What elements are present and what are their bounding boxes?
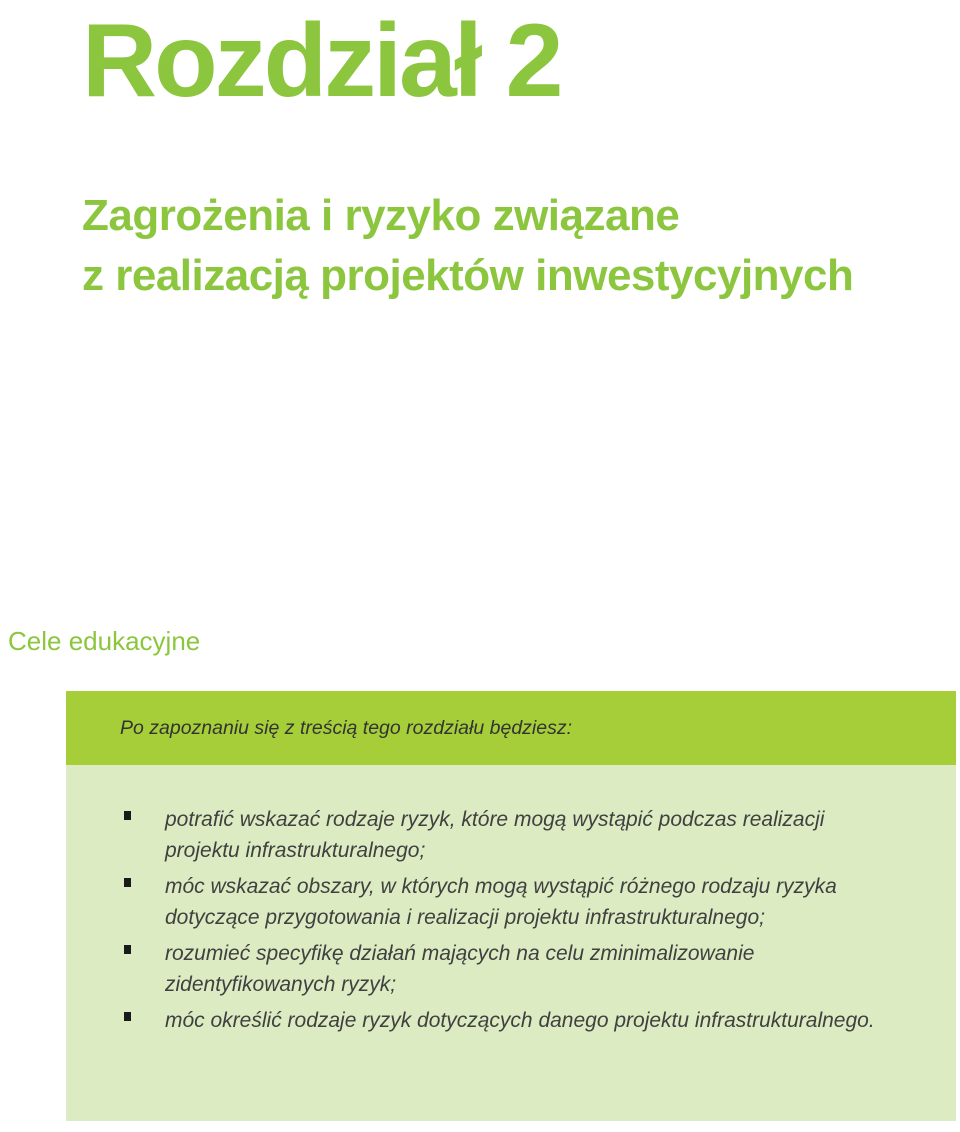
list-item-text: potrafić wskazać rodzaje ryzyk, które mogą wystąpić podczas realizacji projektu infrastrukturalnego; (165, 808, 825, 862)
chapter-subtitle (82, 186, 853, 306)
section-label: Cele edukacyjne (8, 626, 201, 656)
square-bullet-icon (124, 1012, 131, 1021)
square-bullet-icon (124, 945, 131, 954)
list-item (66, 872, 956, 933)
list-item-text: rozumieć specyfikę działań mających na celu zminimalizowanie zidentyfikowanych ryzyk; (165, 942, 755, 996)
square-bullet-icon (124, 811, 131, 820)
learning-goals-list (66, 805, 956, 1043)
list-item (66, 939, 956, 1000)
list-item (66, 1006, 956, 1037)
square-bullet-icon (124, 878, 131, 887)
chapter-title: Rozdział 2 (82, 3, 561, 119)
list-item (66, 805, 956, 866)
list-item-text: móc określić rodzaje ryzyk dotyczących danego projektu infrastrukturalnego. (165, 1009, 875, 1032)
learning-goals-header (66, 691, 956, 765)
learning-goals-box (66, 691, 956, 1121)
list-item-text: móc wskazać obszary, w których mogą wystąpić różnego rodzaju ryzyka dotyczące przygotowania i realizacji projektu infrastrukturalnego; (165, 875, 837, 929)
learning-goals-header-text: Po zapoznaniu się z treścią tego rozdziału będziesz: (120, 716, 573, 739)
chapter-subtitle-line-2: z realizacją projektów inwestycyjnych (82, 251, 854, 300)
chapter-subtitle-line-1: Zagrożenia i ryzyko związane (82, 191, 680, 240)
